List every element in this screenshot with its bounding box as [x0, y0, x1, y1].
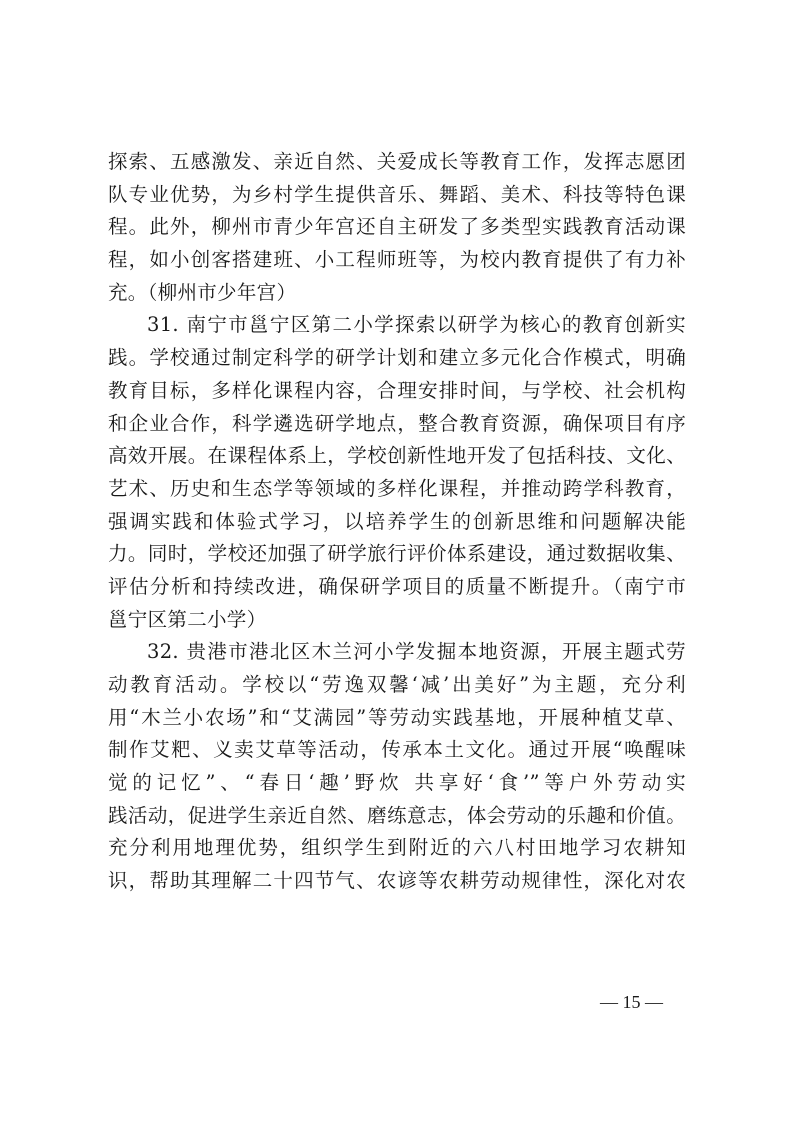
- text-line: 充分利用地理优势，组织学生到附近的六八村田地学习农耕知: [108, 836, 686, 860]
- text-line: 践活动，促进学生亲近自然、磨练意志，体会劳动的乐趣和价值。: [108, 803, 686, 827]
- text-line: 程。此外，柳州市青少年宫还自主研发了多类型实践教育活动课: [108, 215, 686, 239]
- text-line: 强调实践和体验式学习，以培养学生的创新思维和问题解决能: [108, 509, 686, 533]
- text-line: 探索、五感激发、亲近自然、关爱成长等教育工作，发挥志愿团: [108, 150, 686, 173]
- text-line: 评估分析和持续改进，确保研学项目的质量不断提升。（南宁市: [108, 574, 686, 598]
- text-line: 力。同时，学校还加强了研学旅行评价体系建设，通过数据收集、: [108, 542, 686, 566]
- text-line: 制作艾粑、义卖艾草等活动，传承本土文化。通过开展“唤醒味: [108, 738, 686, 762]
- text-line: 高效开展。在课程体系上，学校创新性地开发了包括科技、文化、: [108, 444, 686, 468]
- text-line: 用“木兰小农场”和“艾满园”等劳动实践基地，开展种植艾草、: [108, 705, 686, 729]
- text-line: 觉的记忆”、“春日‘趣’野炊 共享好‘食’”等户外劳动实: [108, 771, 686, 795]
- text-line: 识，帮助其理解二十四节气、农谚等农耕劳动规律性，深化对农: [108, 869, 686, 893]
- text-line: 邕宁区第二小学）: [108, 607, 267, 631]
- text-line: 和企业合作，科学遴选研学地点，整合教育资源，确保项目有序: [108, 411, 686, 435]
- body-text: [108, 146, 686, 898]
- text-line: 32. 贵港市港北区木兰河小学发掘本地资源，开展主题式劳: [147, 640, 686, 664]
- text-line: 充。（柳州市少年宫）: [108, 280, 297, 304]
- text-line: 教育目标，多样化课程内容，合理安排时间，与学校、社会机构: [108, 378, 686, 402]
- text-line: 队专业优势，为乡村学生提供音乐、舞蹈、美术、科技等特色课: [108, 182, 686, 206]
- text-line: 程，如小创客搭建班、小工程师班等，为校内教育提供了有力补: [108, 248, 686, 272]
- text-line: 践。学校通过制定科学的研学计划和建立多元化合作模式，明确: [108, 346, 686, 370]
- text-line: 动教育活动。学校以“劳逸双馨‘减’出美好”为主题，充分利: [108, 673, 686, 696]
- text-line: 31. 南宁市邕宁区第二小学探索以研学为核心的教育创新实: [147, 313, 686, 337]
- text-line: 艺术、历史和生态学等领域的多样化课程，并推动跨学科教育，: [108, 476, 686, 500]
- page-number: — 15 —: [600, 992, 663, 1012]
